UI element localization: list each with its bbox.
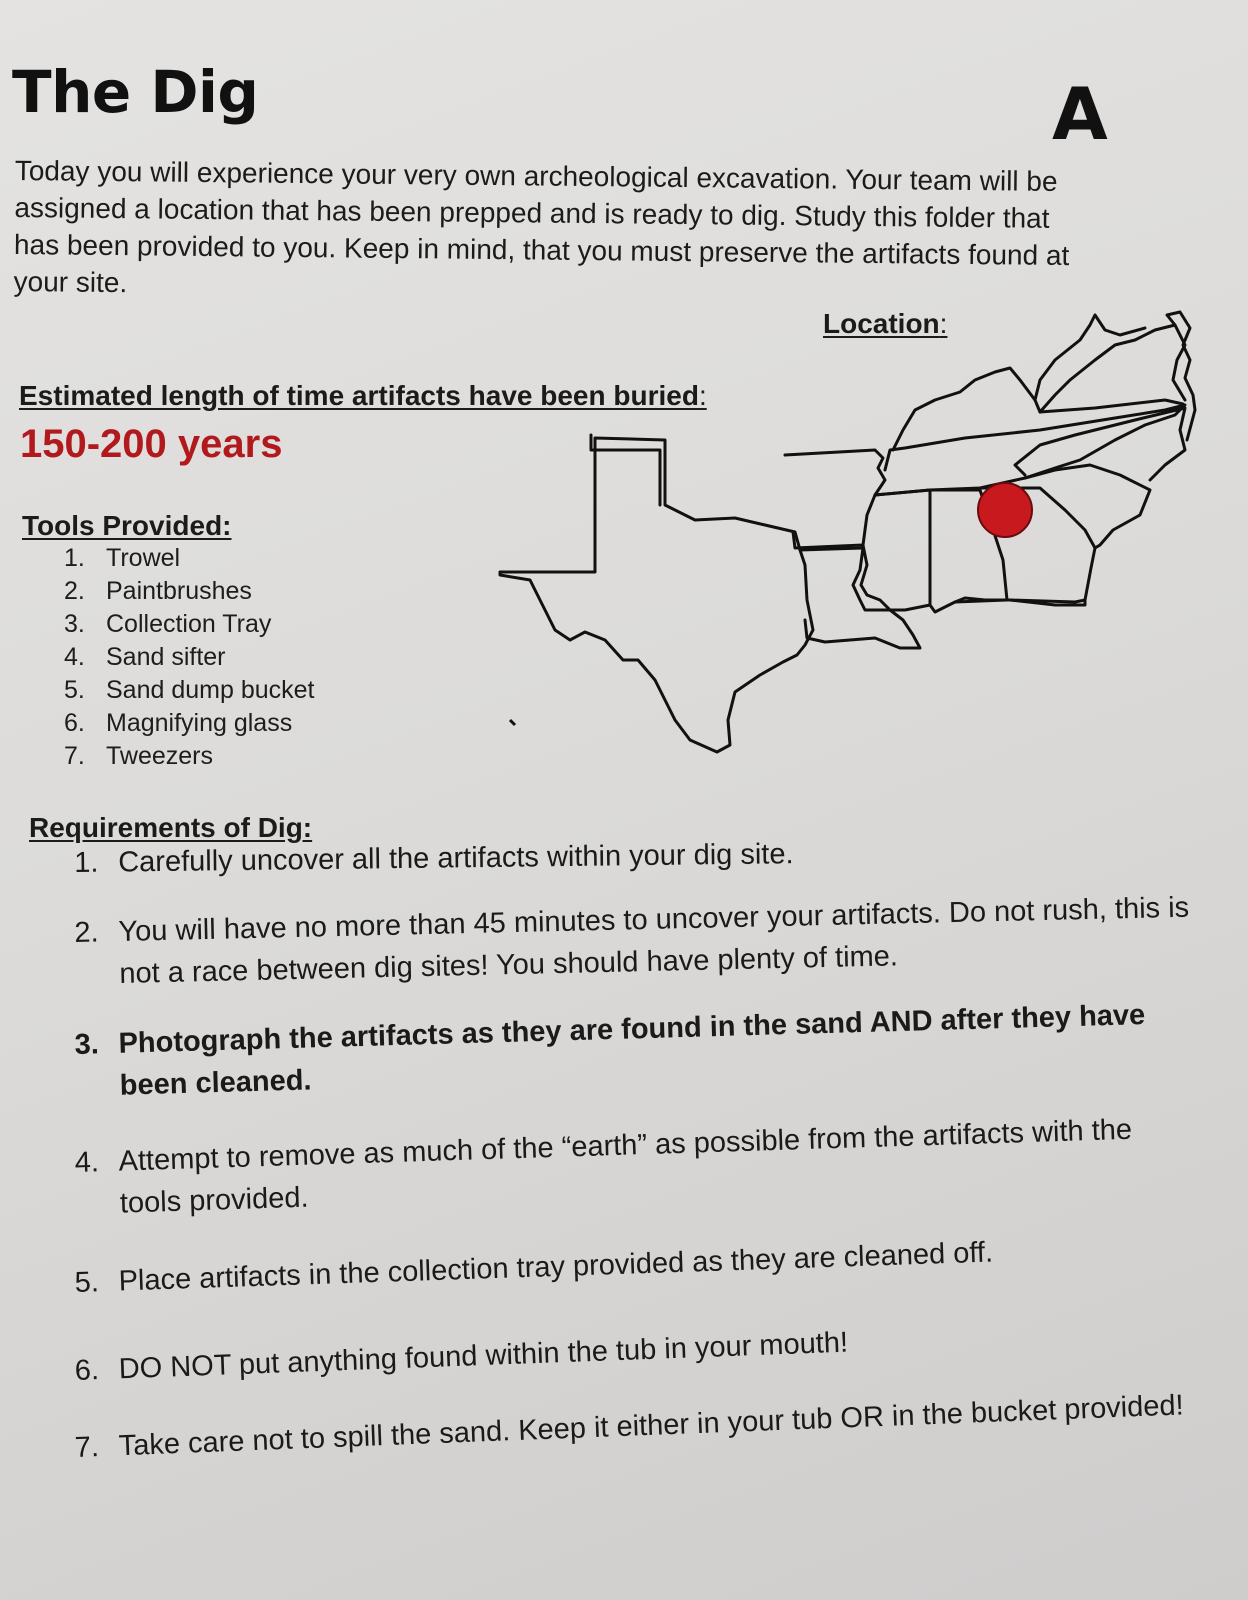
list-item: 2. You will have no more than 45 minutes to uncover your artifacts. Do not rush, this is not a race between dig sites! You should have plenty of time. [74,891,1190,990]
dig-site-marker [978,483,1032,537]
louisiana-outline [800,548,920,648]
list-item: 1. Trowel [64,544,181,572]
list-item: 1. Carefully uncover all the artifacts within your dig site. [74,838,794,879]
burial-time-value: 150-200 years [20,422,283,466]
version-letter: A [1052,72,1108,156]
list-item: 5. Place artifacts in the collection tray provided as they are cleaned off. [74,1236,994,1299]
list-item: 2. Paintbrushes [64,577,252,605]
intro-line: has been provided to you. Keep in mind, that you must preserve the artifacts found at [13,228,1070,272]
list-item: 7. Tweezers [64,742,213,770]
west-virginia-outline [1035,315,1145,400]
list-item: 4. Sand sifter [64,643,226,671]
list-item: 7. Take care not to spill the sand. Keep it either in your tub OR in the bucket provided! [74,1389,1185,1464]
tools-heading: Tools Provided: [22,510,232,541]
texas-outline [500,438,813,752]
burial-time-label: Estimated length of time artifacts have been buried: [19,380,707,411]
arkansas-outline [785,450,885,548]
southeast-us-map [495,300,1225,770]
tools-list [64,542,314,773]
list-item: 6. DO NOT put anything found within the tub in your mouth! [74,1326,849,1387]
requirements-heading: Requirements of Dig: [29,812,313,843]
list-item: 3. Collection Tray [64,610,272,638]
stray-mark [510,720,515,725]
kentucky-outline [893,368,1183,450]
list-item: 5. Sand dump bucket [64,676,315,704]
intro-line: your site. [13,265,128,299]
intro-paragraph [13,152,1184,312]
list-item: 4. Attempt to remove as much of the “earth” as possible from the artifacts with the tools provided. [74,1113,1133,1220]
list-item: 3. Photograph the artifacts as they are found in the sand AND after they have been cleaned. [74,999,1146,1102]
intro-line: Today you will experience your very own archeological excavation. Your team will be [14,154,1058,197]
location-label: Location: [823,308,948,339]
list-item: 6. Magnifying glass [64,709,293,737]
page-title: The Dig [12,58,259,126]
oklahoma-outline [591,435,660,505]
intro-line: assigned a location that has been prepped and is ready to dig. Study this folder that [14,191,1050,234]
